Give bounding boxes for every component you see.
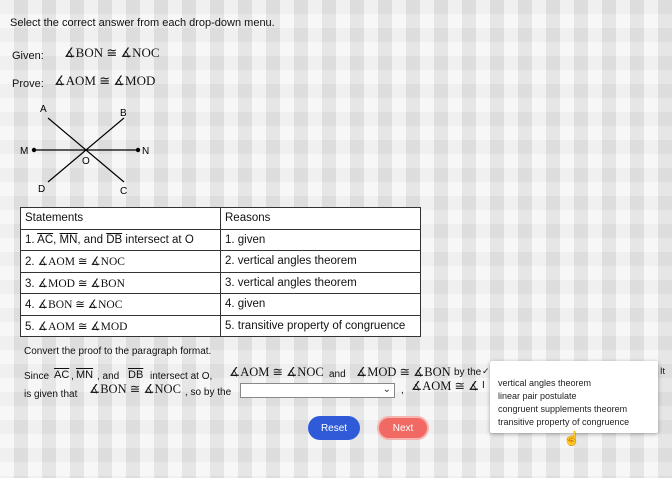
statement-text: ∡AOM ≅ ∡MOD	[37, 320, 128, 333]
reason-cell: 4. given	[221, 294, 421, 316]
reason-cell: 5. transitive property of congruence	[221, 315, 421, 337]
table-row	[21, 229, 421, 251]
statement-text: intersect at O	[122, 233, 194, 246]
point-m	[32, 148, 36, 152]
statement-text: ∡AOM ≅ ∡NOC	[37, 256, 125, 269]
menu-option-transitive-property[interactable]: transitive property of congruence	[498, 417, 630, 427]
para-comma: ,	[401, 385, 404, 396]
segment-ac: $\overline{AC}$	[37, 233, 54, 246]
dropdown-options-menu	[490, 361, 658, 433]
para-segment-mn: $\overline{MN}$	[76, 369, 94, 381]
para-comma: ,	[71, 371, 74, 382]
table-row	[21, 315, 421, 337]
row-number: 2.	[25, 256, 35, 269]
check-icon: ✓	[482, 366, 490, 376]
table-row	[21, 251, 421, 273]
statement-cell	[21, 294, 221, 316]
para-and: , and	[97, 371, 120, 382]
label-b: B	[120, 108, 127, 119]
next-button[interactable]: Next	[377, 416, 429, 440]
para-so-by-the: , so by the	[185, 387, 232, 398]
segment-db: $\overline{DB}$	[106, 233, 123, 246]
statement-cell	[21, 315, 221, 337]
row-number: 3.	[25, 277, 35, 290]
reset-button[interactable]: Reset	[308, 416, 360, 440]
header-statements: Statements	[21, 208, 221, 230]
label-m: M	[20, 146, 29, 157]
label-a: A	[40, 104, 47, 115]
segment-mn: $\overline{MN}$	[59, 233, 78, 246]
menu-option-vertical-angles[interactable]: vertical angles theorem	[498, 378, 592, 388]
point-n	[136, 148, 140, 152]
statement-text: ∡BON ≅ ∡NOC	[37, 299, 123, 312]
table-row	[21, 272, 421, 294]
prove-label: Prove:	[12, 78, 44, 90]
reason-cell: 2. vertical angles theorem	[221, 251, 421, 273]
prove-statement: ∡AOM ≅ ∡MOD	[54, 73, 156, 88]
label-n: N	[142, 146, 150, 157]
para-angle-aom-noc: ∡AOM ≅ ∡NOC	[229, 365, 324, 379]
para-it: It	[660, 366, 666, 376]
para-since: Since	[24, 371, 50, 382]
reason-cell: 1. given	[221, 229, 421, 251]
reason-cell: 3. vertical angles theorem	[221, 272, 421, 294]
proof-table	[20, 207, 421, 337]
table-header-row	[21, 208, 421, 230]
statement-text: ∡MOD ≅ ∡BON	[37, 277, 125, 290]
given-statement: ∡BON ≅ ∡NOC	[64, 45, 160, 60]
para-angle-mod-bon: ∡MOD ≅ ∡BON	[356, 365, 451, 379]
para-is-given-that: is given that	[24, 389, 78, 400]
given-label: Given:	[12, 50, 44, 62]
table-row	[21, 294, 421, 316]
chevron-down-icon: ⌄	[382, 384, 391, 395]
intersecting-lines-diagram	[20, 100, 166, 200]
row-number: 4.	[25, 299, 35, 312]
instruction-text: Select the correct answer from each drop-down menu.	[10, 17, 275, 29]
convert-instruction: Convert the proof to the paragraph format.	[24, 346, 212, 357]
para-angle-bon-noc: ∡BON ≅ ∡NOC	[89, 382, 181, 396]
hand-pointer-icon: ☝	[563, 430, 581, 446]
statement-cell	[21, 272, 221, 294]
label-c: C	[120, 186, 128, 197]
para-and: and	[329, 369, 346, 380]
para-by-the: by the	[454, 367, 482, 378]
para-intersect: intersect at O,	[150, 371, 213, 382]
text-cursor-icon: I	[482, 380, 485, 391]
para-segment-ac: $\overline{AC}$	[54, 369, 70, 381]
row-number: 1.	[25, 233, 35, 246]
menu-option-congruent-supplements[interactable]: congruent supplements theorem	[498, 404, 628, 414]
row-number: 5.	[25, 320, 35, 333]
label-d: D	[38, 184, 46, 195]
para-segment-db: $\overline{DB}$	[128, 369, 144, 381]
para-angle-aom-partial: ∡AOM ≅ ∡	[411, 379, 480, 393]
header-reasons: Reasons	[221, 208, 421, 230]
separator: ,	[53, 233, 60, 246]
reason-dropdown[interactable]	[240, 383, 395, 398]
statement-cell	[21, 251, 221, 273]
separator: , and	[77, 233, 107, 246]
statement-cell	[21, 229, 221, 251]
label-o: O	[82, 156, 90, 167]
menu-option-linear-pair[interactable]: linear pair postulate	[498, 391, 577, 401]
